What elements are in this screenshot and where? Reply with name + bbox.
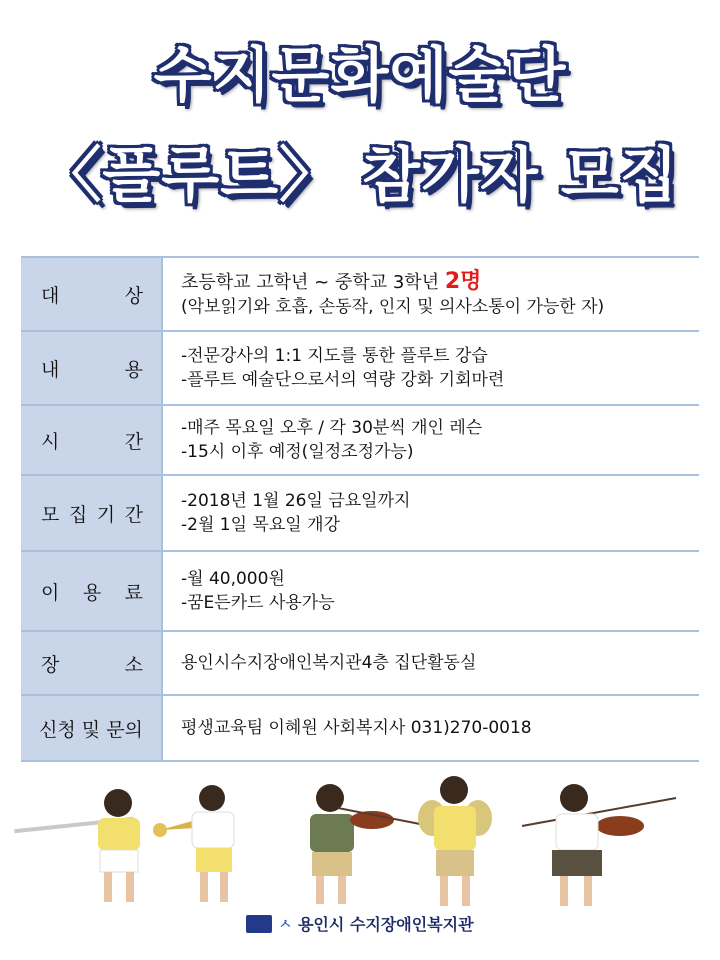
target-line2: (악보읽기와 호흡, 손동작, 인지 및 의사소통이 가능한 자) [181,296,605,317]
child-violin-girl [522,784,676,906]
footer-org [0,912,720,935]
label-target: 대 상 [21,257,162,331]
label-time: 시 간 [21,405,162,475]
org-mark-icon: ㅅ [278,916,292,933]
content-place: 용인시수지장애인복지관4층 집단활동실 [181,653,477,673]
org-name: 용인시 수지장애인복지관 [297,915,474,934]
child-cymbals [418,776,492,906]
label-recruit-period: 모 집 기 간 [21,475,162,551]
label-place: 장 소 [21,631,162,695]
target-count: 2명 [444,268,482,294]
content-inquiry: 평생교육팀 이혜원 사회복지사 031)270-0018 [181,718,532,738]
child-violin [310,784,420,904]
content-time: -매주 목요일 오후 / 각 30분씩 개인 레슨 -15시 이후 예정(일정조정가능) [181,418,483,462]
row-time [21,405,699,475]
row-content [21,331,699,405]
content-content: -전문강사의 1:1 지도를 통한 플루트 강습 -플루트 예술단으로서의 역량 강화 기회마련 [181,346,505,390]
label-inquiry: 신청 및 문의 [21,695,162,761]
content-target [162,257,699,331]
poster-title-line2: 〈플루트〉 참가자 모집 [41,141,679,211]
row-recruit-period [21,475,699,551]
content-recruit-period: -2018년 1월 26일 금요일까지 -2월 1일 목요일 개강 [181,491,411,535]
target-line1: 초등학교 고학년 ~ 중학교 3학년 [181,271,445,293]
children-instruments-illustration [0,768,720,918]
content-fee: -월 40,000원 -꿈E든카드 사용가능 [181,569,335,613]
label-content: 내 용 [21,331,162,405]
org-logo-icon [246,915,272,933]
poster-title-line1: 수지문화예술단 [153,41,567,111]
label-fee: 이 용 료 [21,551,162,631]
child-trumpet [153,785,234,902]
row-inquiry [21,695,699,761]
row-fee [21,551,699,631]
row-target [21,257,699,331]
row-place [21,631,699,695]
child-flute [14,789,140,902]
info-table [21,256,699,762]
